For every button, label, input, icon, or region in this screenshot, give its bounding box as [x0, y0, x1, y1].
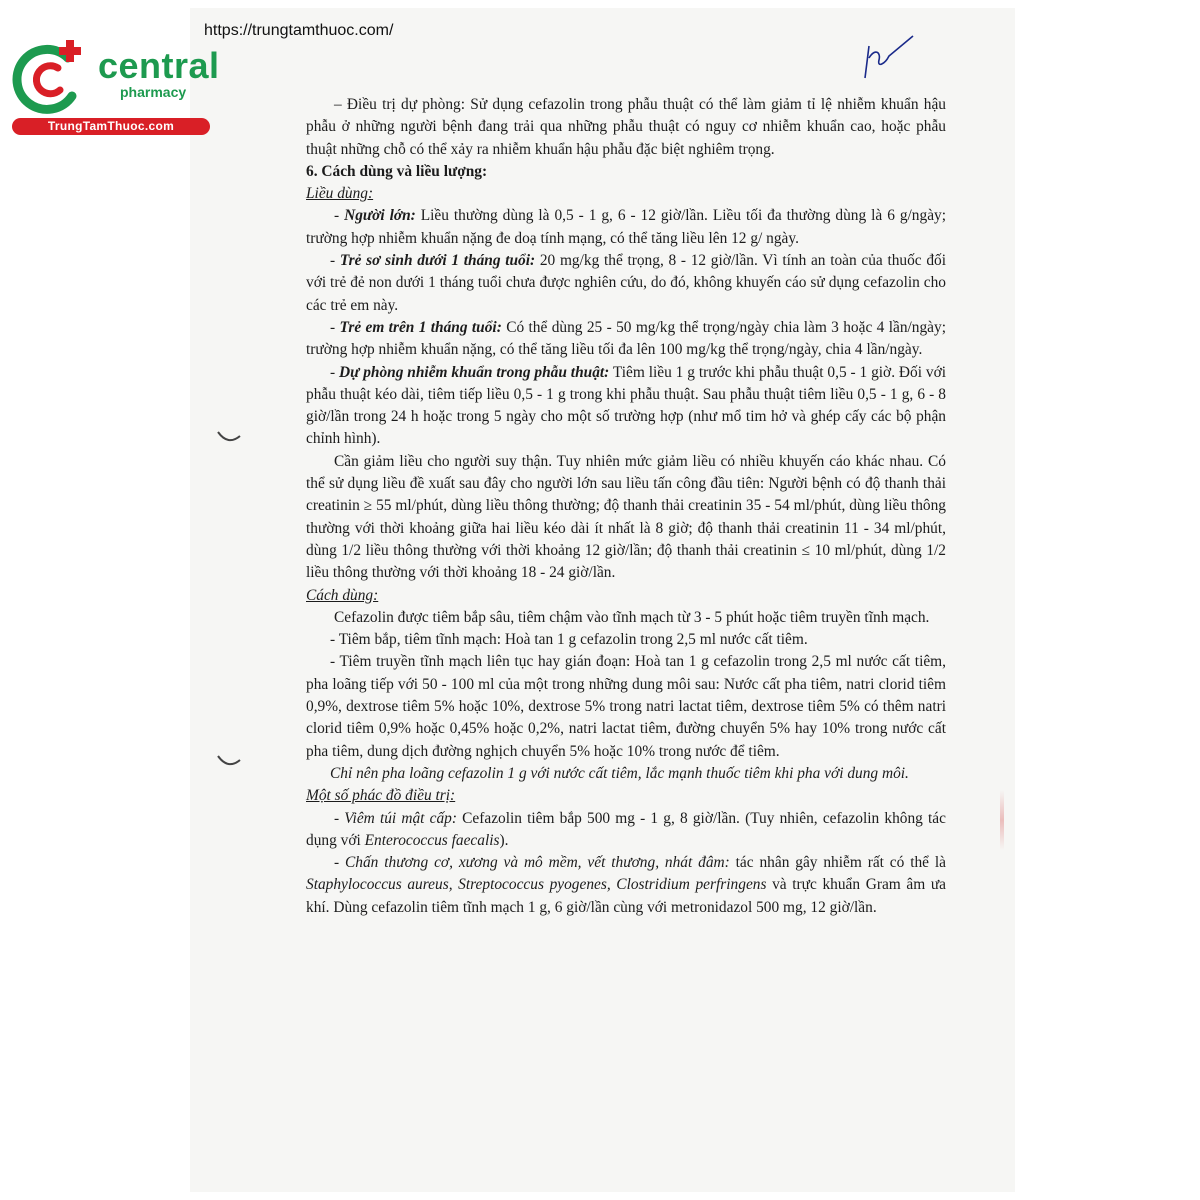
text-cholecystitis: Cefazolin tiêm bắp 500 mg - 1 g, 8 giờ/lần. (Tuy nhiên, cefazolin không tác dụng với: [306, 809, 946, 849]
paragraph-renal: Cần giảm liều cho người suy thận. Tuy nhiên mức giảm liều có nhiều khuyến cáo khác nhau. Có thể sử dụng liều đề xuất sau đây cho người lớn sau liều tấn công đầu tiên: Người bệnh có độ thanh thải creatinin ≥ 55 ml/phút, dùng liều thông thường; độ thanh thải creatinin 35 - 54 ml/phút, dùng liều thông thường với thời khoảng giữa hai liều kéo dài ít nhất là 8 giờ; độ thanh thải creatinin 11 - 34 ml/phút, dùng 1/2 liều thông thường với thời khoảng 12 giờ/lần; độ thanh thải creatinin ≤ 10 ml/phút, dùng 1/2 liều thông thường với thời khoảng 18 - 24 giờ/lần.: [306, 452, 946, 582]
label-trauma: Chấn thương cơ, xương và mô mềm, vết thương, nhát đâm:: [345, 854, 730, 872]
logo[interactable]: [10, 38, 220, 138]
logo-text: [98, 45, 220, 100]
subheading-usage: Cách dùng:: [306, 586, 379, 604]
paragraph-adult: [306, 205, 946, 250]
text-surgical-prophylaxis: Tiêm liều 1 g trước khi phẫu thuật 0,5 - 1 giờ. Đối với phẫu thuật kéo dài, tiêm tiếp liều 0,5 - 1 g trong khi phẫu thuật. Sau phẫu thuật tiêm liều 0,5 - 1 g, 6 - 8 giờ/lần trong 24 h hoặc trong 5 ngày cho một số trường hợp (như mổ tim hở và ghép cấy các bộ phận chỉnh hình).: [306, 363, 946, 448]
paragraph-usage-infusion: - Tiêm truyền tĩnh mạch liên tục hay gián đoạn: Hoà tan 1 g cefazolin trong 2,5 ml nước cất tiêm, pha loãng tiếp với 50 - 100 ml của một trong những dung môi sau: Nước cất pha tiêm, natri clorid tiêm 0,9%, dextrose tiêm 5% hoặc 10%, dextrose 5% trong natri lactat tiêm, dextrose tiêm 5% có thêm natri clorid tiêm 0,9% hoặc 0,45% hoặc 0,2%, natri lactat tiêm, đường chuyển 5% hay 10% trong nước cất pha tiêm, dung dịch đường nghịch chuyển 5% hoặc 10% trong nước để tiêm.: [306, 653, 946, 760]
paragraph-usage-note: Chỉ nên pha loãng cefazolin 1 g với nước cất tiêm, lắc mạnh thuốc tiêm khi pha với dung môi.: [330, 764, 909, 782]
punch-hole-mark: [216, 428, 242, 448]
section-heading: 6. Cách dùng và liều lượng:: [306, 162, 488, 180]
paragraph-child: [306, 317, 946, 362]
species-enterococcus: Enterococcus faecalis: [364, 831, 500, 849]
logo-sub: pharmacy: [120, 84, 187, 100]
text-neonate: 20 mg/kg thể trọng, 8 - 12 giờ/lần. Vì tính an toàn của thuốc đối với trẻ đẻ non dưới 1 tháng tuổi chưa được nghiên cứu, do đó, không khuyến cáo sử dụng cefazolin cho các trẻ em này.: [306, 252, 946, 314]
subheading-dosage: Liều dùng:: [306, 185, 374, 203]
punch-hole-mark: [216, 752, 242, 772]
text-trauma-end: và trực khuẩn Gram âm ưa khí. Dùng cefazolin tiêm tĩnh mạch 1 g, 6 giờ/lần cùng với metronidazol 500 mg, 12 giờ/lần.: [306, 876, 946, 916]
label-surgical-prophylaxis: Dự phòng nhiễm khuẩn trong phẫu thuật:: [339, 363, 610, 381]
paragraph-prophylaxis-treatment: – Điều trị dự phòng: Sử dụng cefazolin trong phẫu thuật có thể làm giảm tỉ lệ nhiễm khuẩn hậu phẫu ở những người bệnh đang trải qua những phẫu thuật có nguy cơ nhiễm khuẩn cao, hoặc phẫu thuật những chỗ có thể xảy ra nhiễm khuẩn hậu phẫu đặc biệt nghiêm trọng.: [306, 96, 946, 158]
label-adult: Người lớn:: [344, 207, 416, 225]
text-child: Có thể dùng 25 - 50 mg/kg thể trọng/ngày chia làm 3 hoặc 4 lần/ngày; trường hợp nhiễm khuẩn nặng, có thể tăng liều tối đa lên 100 mg/kg thể trọng/ngày, chia 4 lần/ngày.: [306, 318, 946, 359]
bullet: -: [334, 207, 345, 225]
bullet: -: [330, 318, 340, 336]
subheading-regimens: Một số phác đồ điều trị:: [306, 787, 456, 805]
bullet: -: [330, 252, 340, 270]
text-adult: Liều thường dùng là 0,5 - 1 g, 6 - 12 giờ/lần. Liều tối đa thường dùng là 6 g/ngày; trường hợp nhiễm khuẩn nặng đe doạ tính mạng, có thể tăng liều lên 12 g/ ngày.: [306, 207, 946, 247]
text-cholecystitis-end: ).: [499, 831, 509, 849]
paragraph-neonate: [306, 250, 946, 317]
bullet: -: [334, 809, 345, 827]
logo-brand: central: [98, 45, 220, 86]
logo-site: TrungTamThuoc.com: [12, 118, 210, 135]
margin-stain: [1000, 790, 1004, 850]
paragraph-usage-im: - Tiêm bắp, tiêm tĩnh mạch: Hoà tan 1 g cefazolin trong 2,5 ml nước cất tiêm.: [330, 631, 808, 649]
text-trauma: tác nhân gây nhiễm rất có thể là: [729, 854, 946, 872]
paragraph-usage-intro: Cefazolin được tiêm bắp sâu, tiêm chậm vào tĩnh mạch từ 3 - 5 phút hoặc tiêm truyền tĩnh mạch.: [334, 608, 930, 626]
bullet: -: [330, 363, 340, 381]
document-body: [306, 94, 946, 919]
signature-mark: [855, 28, 925, 88]
species-list: Staphylococcus aureus, Streptococcus pyogenes, Clostridium perfringens: [306, 876, 767, 894]
logo-mark-icon: [10, 38, 94, 122]
source-url[interactable]: https://trungtamthuoc.com/: [204, 22, 394, 39]
label-neonate: Trẻ sơ sinh dưới 1 tháng tuổi:: [339, 252, 536, 270]
paragraph-regimen-trauma: [306, 852, 946, 919]
label-cholecystitis: Viêm túi mật cấp:: [344, 809, 457, 827]
bullet: -: [334, 854, 345, 872]
label-child: Trẻ em trên 1 tháng tuổi:: [339, 318, 502, 336]
paragraph-regimen-cholecystitis: [306, 808, 946, 853]
paragraph-surgical-prophylaxis: [306, 362, 946, 451]
